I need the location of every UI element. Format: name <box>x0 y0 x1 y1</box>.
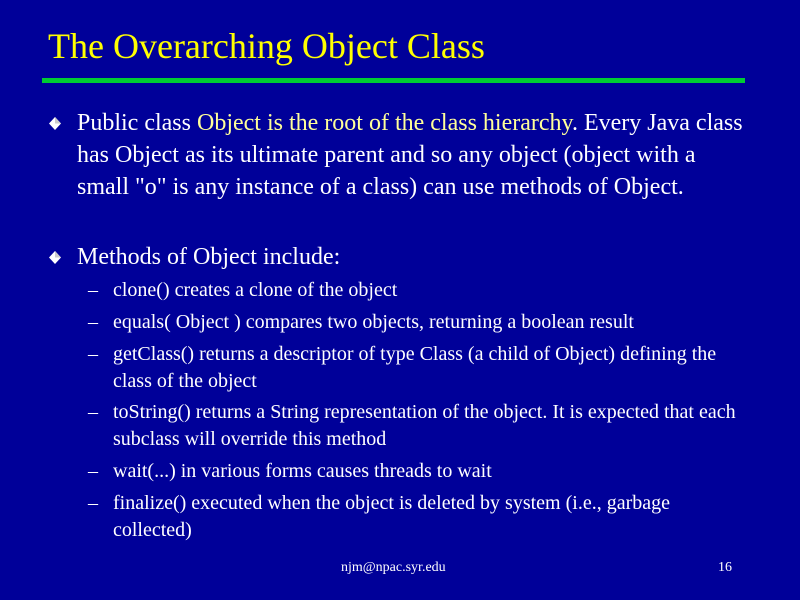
sub-item-4: toString() returns a String representation of the object. It is expected that each subclass will override this method <box>113 401 736 450</box>
sub-item-5: wait(...) in various forms causes threads to wait <box>113 460 492 482</box>
bullet-1-lead: Public class <box>77 110 197 136</box>
bullet-text-2: Methods of Object include: <box>77 244 341 270</box>
bullet-1-highlight: Object is the root of the class hierarchy <box>197 110 572 136</box>
bullet-text-1 <box>77 107 747 203</box>
dash-marker: – <box>88 401 98 423</box>
dash-marker: – <box>88 311 98 333</box>
sub-item-6: finalize() executed when the object is deleted by system (i.e., garbage collected) <box>113 492 670 541</box>
dash-marker: – <box>88 279 98 301</box>
dash-marker: – <box>88 460 98 482</box>
title-rule <box>42 78 745 83</box>
sub-item-3: getClass() returns a descriptor of type Class (a child of Object) defining the class of the object <box>113 343 717 392</box>
page-number: 16 <box>718 560 732 575</box>
dash-marker: – <box>88 343 98 365</box>
dash-marker: – <box>88 492 98 514</box>
sub-item-1: clone() creates a clone of the object <box>113 279 398 301</box>
diamond-bullet-icon <box>49 251 61 269</box>
slide-title: The Overarching Object Class <box>48 26 485 66</box>
footer-email: njm@npac.syr.edu <box>341 560 446 575</box>
sub-item-2: equals( Object ) compares two objects, returning a boolean result <box>113 311 634 333</box>
diamond-bullet-icon <box>49 117 61 135</box>
bullet-1-rest: . Every Java class has Object as its ultimate parent and so any object (object with a small "o" is any instance of a class) can use methods of Object. <box>77 110 743 200</box>
